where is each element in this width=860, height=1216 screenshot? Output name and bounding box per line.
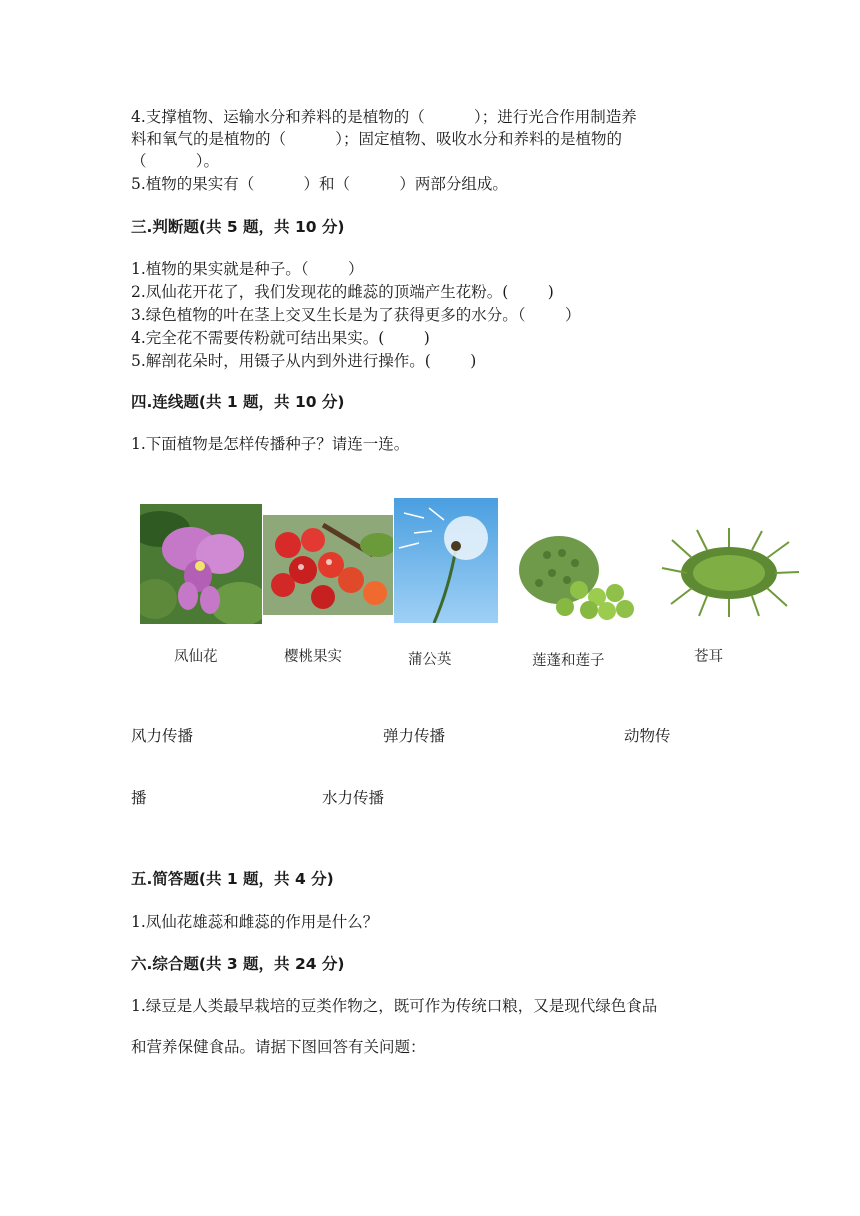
plant-caption-lotus: 莲蓬和莲子	[532, 653, 605, 669]
lotus-pod-image	[507, 525, 644, 623]
judge-item-4: 4.完全花不需要传粉就可结出果实。( )	[131, 329, 430, 347]
judge-item-5: 5.解剖花朵时，用镊子从内到外进行操作。( )	[131, 352, 477, 370]
method-elastic: 弹力传播	[383, 727, 446, 745]
plant-caption-cherry: 樱桃果实	[284, 649, 342, 665]
fill-q4-line2: 料和氧气的是植物的（ ）；固定植物、吸收水分和养料的是植物的	[131, 130, 623, 148]
fill-q4-line3: （ ）。	[131, 152, 220, 170]
cocklebur-image	[657, 528, 802, 618]
short-question: 1.凤仙花雄蕊和雌蕊的作用是什么？	[131, 913, 379, 931]
fill-q5: 5.植物的果实有（ ）和（ ）两部分组成。	[131, 175, 508, 193]
judge-item-2: 2.凤仙花开花了，我们发现花的雌蕊的顶端产生花粉。( )	[131, 283, 554, 301]
comprehensive-line2: 和营养保健食品。请据下图回答有关问题：	[131, 1038, 426, 1056]
match-heading: 四.连线题(共 1 题，共 10 分)	[131, 393, 345, 411]
comprehensive-line1: 1.绿豆是人类最早栽培的豆类作物之，既可作为传统口粮，又是现代绿色食品	[131, 997, 658, 1015]
judge-heading: 三.判断题(共 5 题，共 10 分)	[131, 218, 345, 236]
match-question: 1.下面植物是怎样传播种子？请连一连。	[131, 435, 410, 453]
judge-item-1: 1.植物的果实就是种子。（ ）	[131, 260, 364, 278]
dandelion-image	[394, 498, 498, 623]
method-animal-part1: 动物传	[624, 727, 671, 745]
comprehensive-heading: 六.综合题(共 3 题，共 24 分)	[131, 955, 345, 973]
method-water: 水力传播	[322, 789, 385, 807]
judge-item-3: 3.绿色植物的叶在茎上交叉生长是为了获得更多的水分。（ ）	[131, 306, 581, 324]
short-heading: 五.简答题(共 1 题，共 4 分)	[131, 870, 334, 888]
cherry-image	[263, 515, 393, 615]
method-animal-part2: 播	[131, 789, 147, 807]
fill-q4-line1: 4.支撑植物、运输水分和养料的是植物的（ ）；进行光合作用制造养	[131, 108, 637, 126]
plant-caption-cocklebur: 苍耳	[694, 649, 723, 665]
plant-caption-dandelion: 蒲公英	[408, 652, 452, 668]
plant-caption-balsam: 凤仙花	[174, 649, 218, 665]
balsam-flower-image	[140, 504, 262, 624]
method-wind: 风力传播	[131, 727, 194, 745]
